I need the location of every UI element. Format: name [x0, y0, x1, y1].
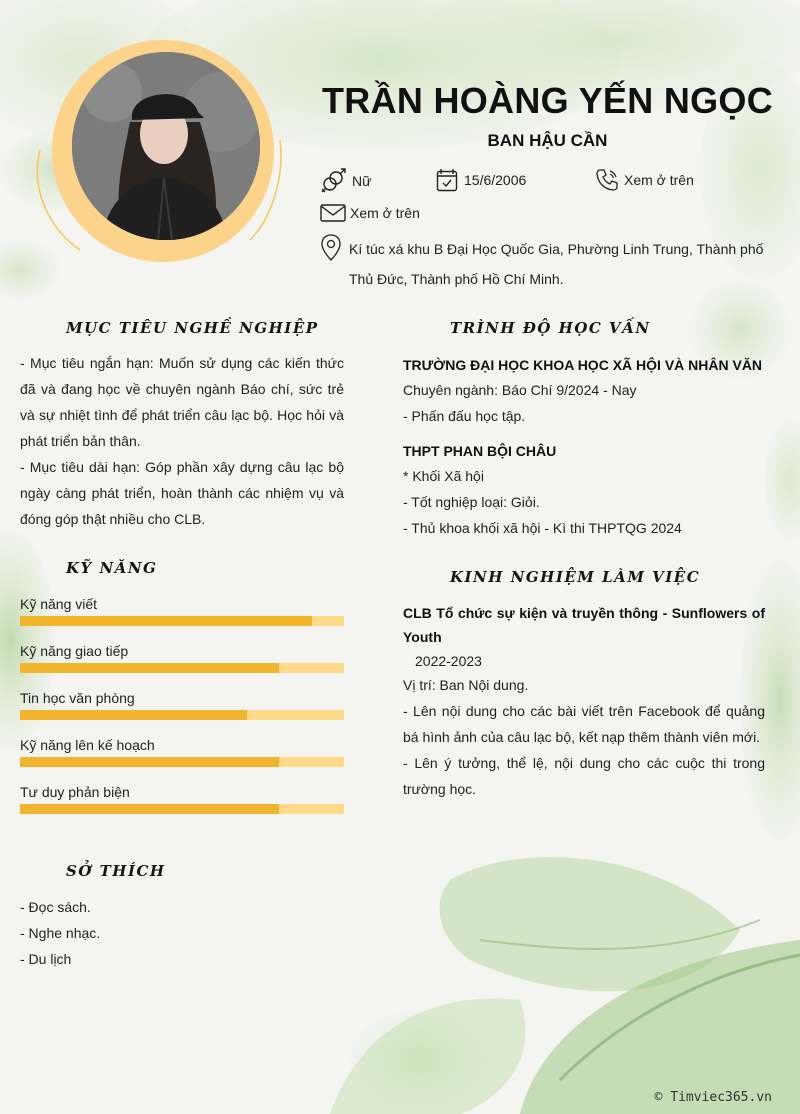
mail-icon	[320, 204, 346, 222]
avatar	[72, 52, 260, 240]
gender-value: Nữ	[352, 173, 372, 189]
skill-bar-track	[20, 757, 344, 767]
phone-icon	[595, 168, 619, 192]
highschool-name: THPT PHAN BỘI CHÂU	[403, 443, 557, 459]
skill-label: Kỹ năng giao tiếp	[20, 643, 129, 659]
experience-heading: KINH NGHIỆM LÀM VIỆC	[450, 568, 701, 586]
experience-task: - Lên nội dung cho các bài viết trên Facebook để quảng bá hình ảnh của câu lạc bộ, kết nạp thêm thành viên mới.	[403, 703, 765, 745]
career-objective-heading: MỤC TIÊU NGHỀ NGHIỆP	[66, 319, 319, 337]
birthdate-value: 15/6/2006	[464, 172, 527, 188]
watermark-footer: © Timviec365.vn	[654, 1090, 772, 1105]
short-term-goal: - Mục tiêu ngắn hạn: Muốn sử dụng các kiến thức đã và đang học về chuyên ngành Báo chí, sức trẻ và sự nhiệt tình để phát triển câu lạc bộ. Học hỏi và phát triển bản thân.	[20, 355, 344, 449]
education-heading: TRÌNH ĐỘ HỌC VẤN	[450, 319, 651, 337]
gender-info	[320, 168, 371, 194]
skill-bar-track	[20, 804, 344, 814]
location-pin-icon	[320, 234, 342, 262]
skill-bar-track	[20, 663, 344, 673]
hobby-item: - Đọc sách.	[20, 899, 91, 915]
gender-icon	[320, 168, 346, 194]
skill-bar-fill	[20, 663, 279, 673]
highschool-line: * Khối Xã hội	[403, 468, 484, 484]
skill-bar-fill	[20, 710, 247, 720]
university-name: TRƯỜNG ĐẠI HỌC KHOA HỌC XÃ HỘI VÀ NHÂN VĂN	[403, 357, 763, 373]
experience-details	[403, 650, 765, 802]
address-icon-wrap	[320, 234, 342, 262]
phone-value[interactable]: Xem ở trên	[624, 172, 694, 188]
skill-bar-track	[20, 616, 344, 626]
email-info	[320, 204, 420, 222]
skill-label: Tư duy phản biện	[20, 784, 130, 800]
skills-heading: KỸ NĂNG	[66, 559, 158, 577]
skill-label: Tin học văn phòng	[20, 690, 135, 706]
job-role: BAN HẬU CẦN	[487, 131, 608, 150]
skill-label: Kỹ năng lên kế hoạch	[20, 737, 155, 753]
address-value: Kí túc xá khu B Đại Học Quốc Gia, Phường Linh Trung, Thành phố Thủ Đức, Thành phố Hồ Chí Minh.	[349, 241, 764, 287]
full-name: TRẦN HOÀNG YẾN NGỌC	[321, 80, 774, 121]
skill-bar-fill	[20, 616, 312, 626]
skill-bar-fill	[20, 757, 279, 767]
career-objective-text	[20, 350, 344, 532]
phone-info	[595, 168, 694, 192]
experience-organization: CLB Tổ chức sự kiện và truyền thông - Sunflowers of Youth	[403, 605, 765, 645]
hobby-item: - Du lịch	[20, 951, 72, 967]
hobbies-heading: SỞ THÍCH	[66, 862, 166, 880]
calendar-icon	[436, 168, 458, 192]
profile-photo	[72, 52, 260, 240]
long-term-goal: - Mục tiêu dài hạn: Góp phần xây dựng câu lạc bộ ngày càng phát triển, hoàn thành các nhiệm vụ và đóng góp thật nhiều cho CLB.	[20, 459, 344, 527]
experience-task: - Lên ý tưởng, thể lệ, nội dung cho các cuộc thi trong trường học.	[403, 755, 765, 797]
email-value[interactable]: Xem ở trên	[350, 205, 420, 221]
birthdate-info	[436, 168, 526, 192]
skill-bar-fill	[20, 804, 279, 814]
university-note: - Phấn đấu học tập.	[403, 408, 526, 424]
skill-label: Kỹ năng viết	[20, 596, 98, 612]
experience-period: 2022-2023	[415, 653, 482, 669]
hobbies-list	[20, 894, 344, 972]
highschool-line: - Thủ khoa khối xã hội - Kì thi THPTQG 2024	[403, 520, 682, 536]
university-major: Chuyên ngành: Báo Chí 9/2024 - Nay	[403, 382, 637, 398]
highschool-line: - Tốt nghiệp loại: Giỏi.	[403, 494, 540, 510]
hobby-item: - Nghe nhạc.	[20, 925, 101, 941]
experience-position: Vị trí: Ban Nội dung.	[403, 677, 529, 693]
skill-bar-track	[20, 710, 344, 720]
